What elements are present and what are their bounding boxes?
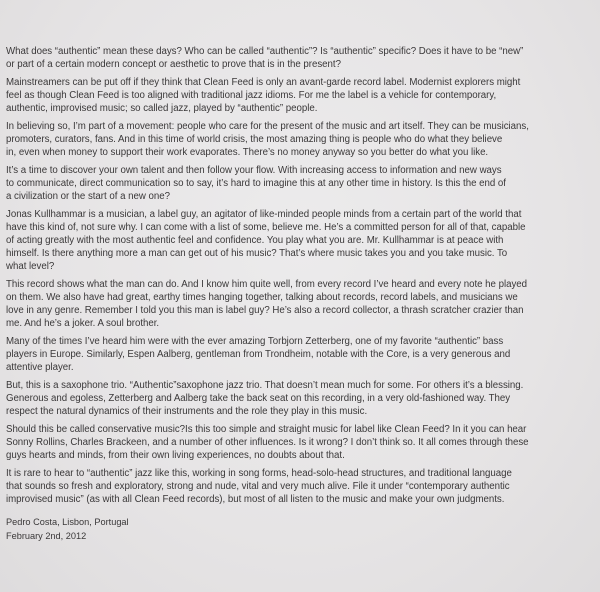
signature-author: Pedro Costa, Lisbon, Portugal: [6, 517, 129, 527]
paragraph-line: Generous and egoless, Zetterberg and Aalberg take the back seat on this recording, in a very old-fashioned way. They: [6, 392, 511, 404]
paragraph-line: Mainstreamers can be put off if they think that Clean Feed is only an avant-garde record label. Modernist explorers might: [6, 77, 521, 89]
paragraph-line: that sounds so fresh and exploratory, strong and nude, vital and very much alive. File it under “contemporary authentic: [6, 480, 510, 492]
paragraph-line: authentic, improvised music; so called jazz, played by “authentic” people.: [6, 102, 318, 114]
paragraph-line: me. And he’s a joker. A soul brother.: [6, 317, 160, 329]
paragraph: [6, 77, 596, 116]
paragraph-line: What does “authentic” mean these days? Who can be called “authentic”? Is “authentic” specific? Does it have to be “new”: [6, 46, 524, 57]
paragraph-line: It is rare to hear to “authentic” jazz like this, working in song forms, head-solo-head structures, and traditional language: [6, 467, 512, 479]
paragraph: [6, 336, 596, 375]
paragraph-line: in, even when money to support their work evaporates. There’s no money anyway so you better do what you like.: [6, 146, 489, 158]
paragraph: [6, 165, 596, 204]
paragraph-line: improvised music” (as with all Clean Feed records), but most of all listen to the music and make your own judgments.: [6, 493, 505, 505]
paragraph-line: Jonas Kullhammar is a musician, a label guy, an agitator of like-minded people minds from a certain part of the world that: [6, 209, 522, 221]
paragraph: [6, 279, 596, 331]
paragraph-line: have this kind of, not sure why. I can come with a list of some, believe me. He’s a committed person for all of that, capable: [6, 222, 526, 234]
paragraph: [6, 121, 596, 160]
paragraph-line: But, this is a saxophone trio. “Authentic”saxophone jazz trio. That doesn’t mean much for some. For others it’s a blessing.: [6, 379, 524, 391]
paragraph-line: guys hearts and minds, from their own living experiences, no doubts about that.: [6, 449, 345, 461]
paragraph-line: respect the natural dynamics of their instruments and the role they play in this music.: [6, 405, 368, 417]
paragraph-line: attentive player.: [6, 361, 74, 373]
paragraph-line: on them. We also have had great, earthy times hanging together, talking about records, record labels, and musicians we: [6, 291, 518, 303]
signature-block: [6, 516, 129, 543]
paragraph: [6, 380, 596, 419]
paragraph-line: players in Europe. Similarly, Espen Aalberg, gentleman from Trondheim, notable with the Core, is a very generous and: [6, 348, 511, 360]
paragraph-line: himself. Is there anything more a man can get out of his music? That’s where music takes you and you take music. To: [6, 247, 508, 259]
signature-date: February 2nd, 2012: [6, 530, 87, 541]
paragraph-line: Sonny Rollins, Charles Brackeen, and a number of other influences. Is it wrong? I don’t think so. It all comes through these: [6, 436, 529, 448]
paragraph-line: promoters, curators, fans. And in this time of world crisis, the most amazing thing is people who do what they believe: [6, 134, 503, 146]
paragraph-line: In believing so, I’m part of a movement: people who care for the present of the music and art itself. They can be musicians,: [6, 121, 529, 133]
paragraph: [6, 424, 596, 463]
paragraph-line: a civilization or the start of a new one?: [6, 190, 170, 202]
paragraph: [6, 468, 596, 507]
paragraph-line: or part of a certain modern concept or aesthetic to prove that is in the present?: [6, 58, 341, 70]
paragraph-line: love in any genre. Remember I told you this man is label guy? He’s also a record collector, a thrash scratcher crazier than: [6, 304, 524, 316]
paragraph-line: what level?: [6, 260, 55, 272]
paragraph-line: Should this be called conservative music?Is this too simple and straight music for label like Clean Feed? In it you can hear: [6, 423, 527, 435]
paragraph-line: feel as though Clean Feed is too aligned with traditional jazz idioms. For me the label is a vehicle for contemporary,: [6, 90, 497, 102]
paragraph-line: to communicate, direct communication so to say, it’s hard to imagine this at any other time in history. Is this the end of: [6, 178, 506, 190]
paragraph: [6, 46, 596, 72]
paragraph: [6, 209, 596, 274]
paragraph-line: Many of the times I’ve heard him were with the ever amazing Torbjorn Zetterberg, one of my favorite “authentic” bass: [6, 335, 504, 347]
paragraph-line: It’s a time to discover your own talent and then follow your flow. With increasing access to information and new ways: [6, 165, 502, 177]
paragraph-line: This record shows what the man can do. And I know him quite well, from every record I’ve heard and every note he played: [6, 278, 528, 290]
paragraph-line: of acting greatly with the most authentic feel and confidence. You play what you are. Mr. Kullhammar is at peace with: [6, 234, 504, 246]
liner-notes-body: [6, 46, 596, 512]
